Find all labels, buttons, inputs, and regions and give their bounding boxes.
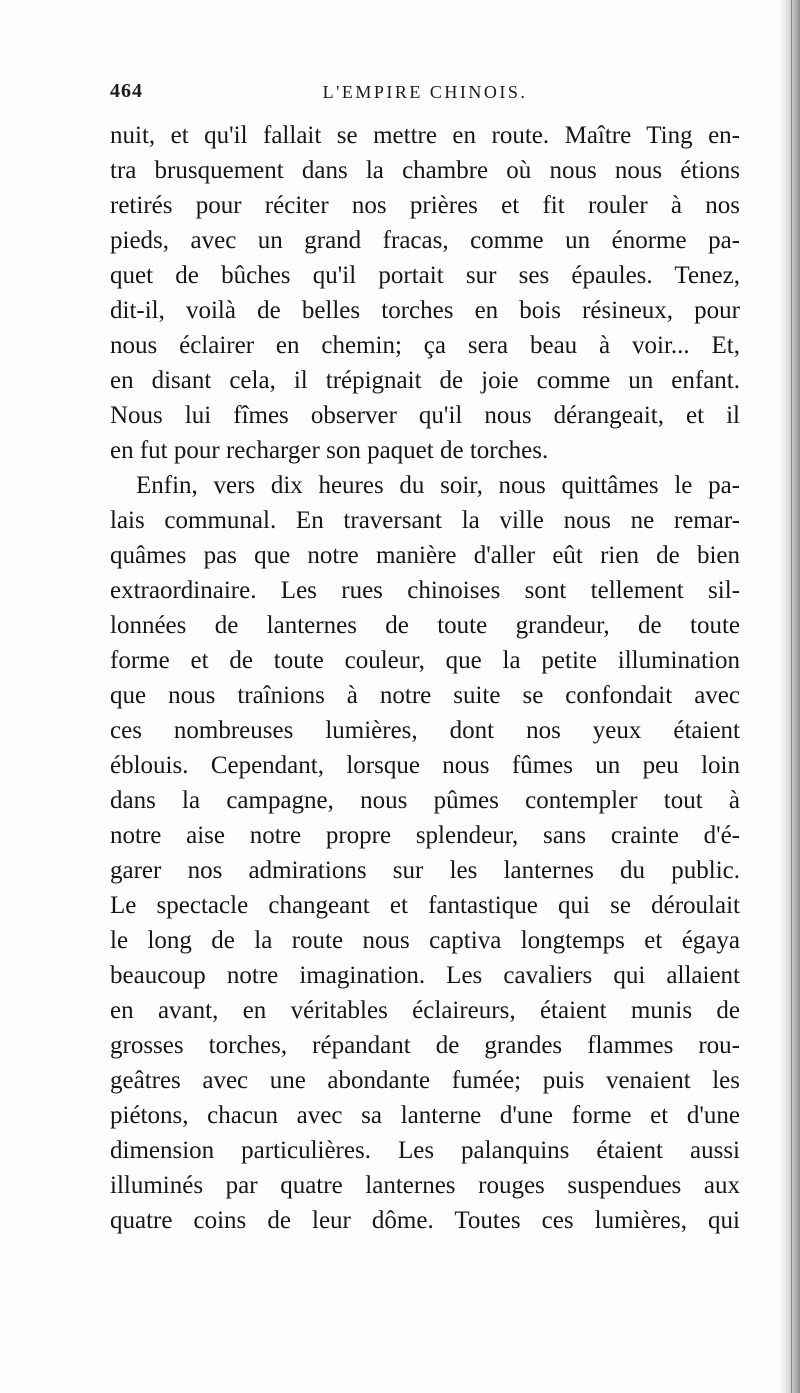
text-line: que nous traînions à notre suite se confondait avec: [110, 682, 740, 709]
text-line: dans la campagne, nous pûmes contempler tout à: [110, 787, 740, 814]
text-line: éblouis. Cependant, lorsque nous fûmes un peu loin: [110, 752, 740, 779]
text-line: notre aise notre propre splendeur, sans crainte d'é-: [110, 822, 740, 849]
running-title: L'EMPIRE CHINOIS.: [322, 82, 528, 102]
text-line: en disant cela, il trépignait de joie comme un enfant.: [110, 367, 740, 394]
text-line: dimension particulières. Les palanquins étaient aussi: [110, 1137, 740, 1164]
text-line: illuminés par quatre lanternes rouges suspendues aux: [110, 1172, 740, 1199]
text-line: forme et de toute couleur, que la petite illumination: [110, 647, 740, 674]
running-header: [110, 80, 740, 112]
text-line: quet de bûches qu'il portait sur ses épaules. Tenez,: [110, 262, 740, 289]
text-line: nous éclairer en chemin; ça sera beau à voir... Et,: [110, 332, 740, 359]
text-line: piétons, chacun avec sa lanterne d'une forme et d'une: [110, 1102, 740, 1129]
text-line: geâtres avec une abondante fumée; puis venaient les: [110, 1067, 740, 1094]
page-binding-shadow: [778, 0, 800, 1393]
text-line: extraordinaire. Les rues chinoises sont tellement sil-: [110, 577, 740, 604]
text-line: Enfin, vers dix heures du soir, nous quittâmes le pa-: [136, 472, 740, 499]
text-line: en fut pour recharger son paquet de torches.: [110, 437, 549, 464]
text-line: Nous lui fîmes observer qu'il nous dérangeait, et il: [110, 402, 740, 429]
text-line: le long de la route nous captiva longtemps et égaya: [110, 927, 740, 954]
text-line: lonnées de lanternes de toute grandeur, de toute: [110, 612, 740, 639]
text-line: garer nos admirations sur les lanternes du public.: [110, 857, 740, 884]
text-line: beaucoup notre imagination. Les cavaliers qui allaient: [110, 962, 740, 989]
text-line: Le spectacle changeant et fantastique qui se déroulait: [110, 892, 740, 919]
text-line: grosses torches, répandant de grandes flammes rou-: [110, 1032, 740, 1059]
text-line: quatre coins de leur dôme. Toutes ces lumières, qui: [110, 1207, 740, 1234]
body-text: [110, 118, 740, 1238]
page-edge-line: [791, 0, 792, 1393]
text-line: tra brusquement dans la chambre où nous nous étions: [110, 157, 740, 184]
text-line: retirés pour réciter nos prières et fit rouler à nos: [110, 192, 740, 219]
text-line: pieds, avec un grand fracas, comme un énorme pa-: [110, 227, 740, 254]
text-line: nuit, et qu'il fallait se mettre en route. Maître Ting en-: [110, 122, 740, 149]
text-line: dit-il, voilà de belles torches en bois résineux, pour: [110, 297, 740, 324]
text-line: en avant, en véritables éclaireurs, étaient munis de: [110, 997, 740, 1024]
text-line: lais communal. En traversant la ville nous ne remar-: [110, 507, 740, 534]
page-number: 464: [110, 80, 143, 102]
text-line: ces nombreuses lumières, dont nos yeux étaient: [110, 717, 740, 744]
text-line: quâmes pas que notre manière d'aller eût rien de bien: [110, 542, 740, 569]
